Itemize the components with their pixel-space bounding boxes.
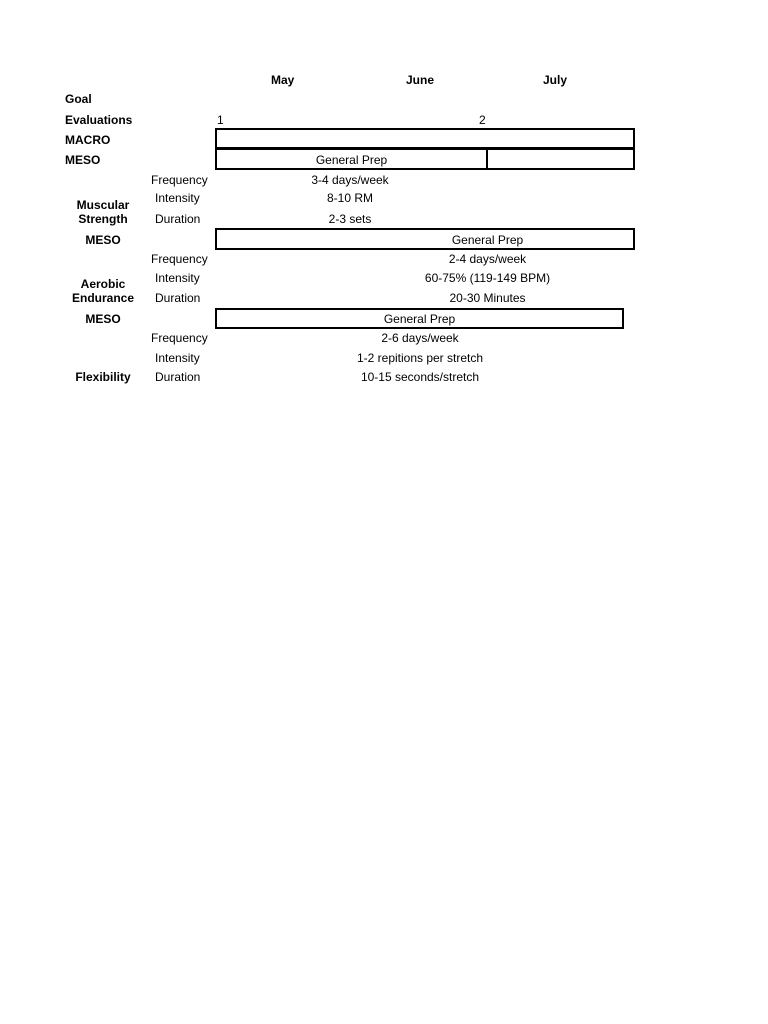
aerobic-frequency-value: 2-4 days/week (448, 252, 527, 266)
row-macro-label: MACRO (65, 133, 111, 147)
aerobic-meso-phase: General Prep (451, 233, 524, 247)
aerobic-duration-label: Duration (155, 291, 201, 305)
row-meso-label: MESO (65, 153, 101, 167)
strength-intensity-value: 8-10 RM (326, 191, 373, 205)
month-june: June (406, 73, 435, 87)
row-goal-label: Goal (65, 92, 92, 106)
month-may: May (271, 73, 295, 87)
flexibility-meso-label: MESO (85, 312, 121, 326)
aerobic-intensity-label: Intensity (155, 271, 200, 285)
aerobic-meso-label: MESO (85, 233, 121, 247)
aerobic-duration-value: 20-30 Minutes (449, 291, 526, 305)
strength-duration-value: 2-3 sets (328, 212, 372, 226)
macro-cycle-bar (215, 128, 635, 149)
flexibility-label: Flexibility (75, 370, 131, 384)
flexibility-intensity-label: Intensity (155, 351, 200, 365)
flexibility-frequency-value: 2-6 days/week (381, 331, 459, 345)
aerobic-intensity-value: 60-75% (119-149 BPM) (424, 271, 551, 285)
evaluation-marker-2: 2 (479, 113, 486, 127)
strength-duration-label: Duration (155, 212, 201, 226)
muscular-strength-label-line2: Strength (78, 212, 128, 226)
strength-frequency-value: 3-4 days/week (311, 173, 389, 187)
meso-divider (486, 148, 488, 170)
muscular-strength-label-line1: Muscular (76, 198, 130, 212)
aerobic-frequency-label: Frequency (151, 252, 208, 266)
flexibility-duration-label: Duration (155, 370, 201, 384)
strength-intensity-label: Intensity (155, 191, 200, 205)
flexibility-intensity-value: 1-2 repitions per stretch (356, 351, 484, 365)
strength-frequency-label: Frequency (151, 173, 208, 187)
flexibility-meso-phase: General Prep (383, 312, 456, 326)
aerobic-endurance-label-line1: Aerobic (80, 277, 126, 291)
evaluation-marker-1: 1 (217, 113, 224, 127)
month-july: July (543, 73, 568, 87)
flexibility-frequency-label: Frequency (151, 331, 208, 345)
aerobic-endurance-label-line2: Endurance (71, 291, 134, 305)
meso-phase-general-prep: General Prep (315, 153, 388, 167)
row-evaluations-label: Evaluations (65, 113, 133, 127)
flexibility-duration-value: 10-15 seconds/stretch (360, 370, 480, 384)
